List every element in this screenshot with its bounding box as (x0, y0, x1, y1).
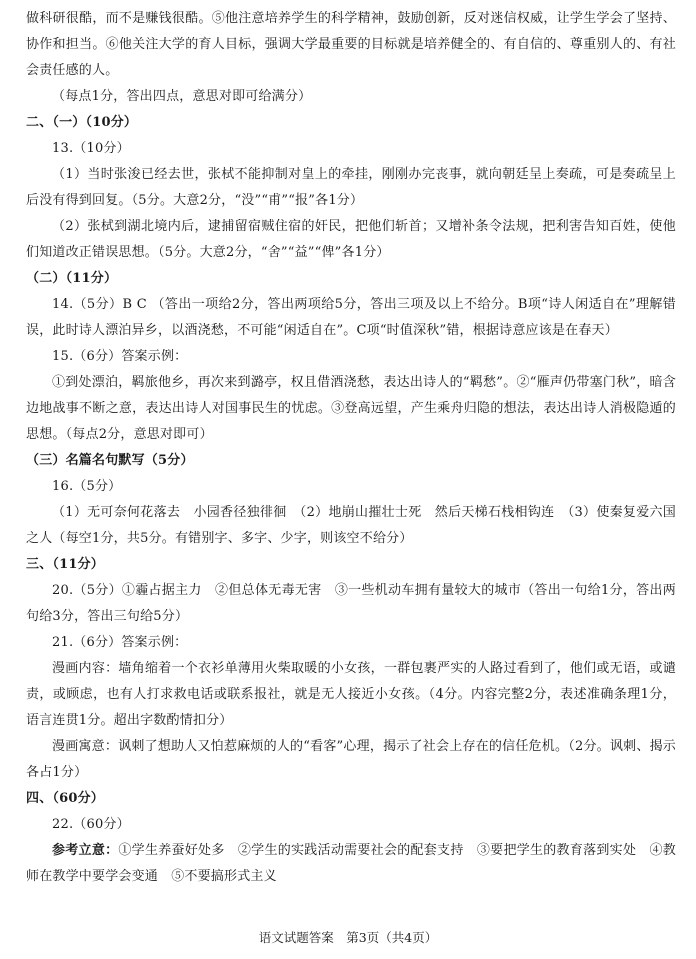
section-heading-4: 四、（60分） (26, 791, 104, 806)
question-22-header: 22.（60分） (52, 817, 130, 832)
section-heading-2-2: （二）（11分） (26, 271, 118, 286)
answer-13-1: （1）当时张浚已经去世，张栻不能抑制对皇上的牵挂，刚刚办完丧事，就向朝廷呈上奏疏，可是奏疏呈上后没有得到回复。（5分。大意2分，“没”“甫”“报”各1分） (26, 167, 676, 208)
question-16-header: 16.（5分） (52, 479, 122, 494)
answer-21-content: 漫画内容：墙角缩着一个衣衫单薄用火柴取暖的小女孩，一群包裹严实的人路过看到了，他们或无语，或谴责，或顾虑，也有人打求救电话或联系报社，就是无人接近小女孩。（4分。内容完整2分，表述准确条理1分，语言连贯1分。超出字数酌情扣分） (26, 661, 676, 728)
section-heading-3: 三、（11分） (26, 557, 104, 572)
answer-22 (26, 838, 676, 890)
scoring-note: （每点1分，答出四点，意思对即可给满分） (52, 89, 312, 104)
answer-21-meaning: 漫画寓意：讽刺了想助人又怕惹麻烦的人的“看客”心理，揭示了社会上存在的信任危机。（2分。讽刺、揭示各占1分） (26, 739, 676, 780)
reference-theme-label: 参考立意： (52, 843, 119, 858)
answer-16: （1）无可奈何花落去 小园香径独徘徊 （2）地崩山摧壮士死 然后天梯石栈相钩连 （3）使秦复爱六国之人（每空1分，共5分。有错别字、多字、少字，则该空不给分） (26, 505, 676, 546)
answer-13-2: （2）张栻到湖北境内后，逮捕留宿贼住宿的奸民，把他们斩首；又增补条令法规，把利害告知百姓，使他们知道改正错误思想。（5分。大意2分，“舍”“益”“俾”各1分） (26, 219, 676, 260)
section-heading-2-1: 二、（一）（10分） (26, 115, 138, 130)
question-21-header: 21.（6分）答案示例： (52, 635, 188, 650)
answer-20: 20.（5分）①霾占据主力 ②但总体无毒无害 ③一些机动车拥有量较大的城市（答出一句给1分，答出两句给3分，答出三句给5分） (26, 583, 676, 624)
question-13-header: 13.（10分） (52, 141, 130, 156)
question-15-header: 15.（6分）答案示例： (52, 349, 188, 364)
section-heading-2-3: （三）名篇名句默写（5分） (26, 453, 194, 468)
page-footer: 语文试题答案 第3页（共4页） (258, 930, 438, 945)
reference-theme-list: ①学生养蚕好处多 ②学生的实践活动需要社会的配套支持 ③要把学生的教育落到实处 ④教师在教学中要学会变通 ⑤不要搞形式主义 (26, 843, 676, 884)
answer-14: 14.（5分）B C （答出一项给2分，答出两项给5分，答出三项及以上不给分。B项“诗人闲适自在”理解错误，此时诗人漂泊异乡，以酒浇愁，不可能“闲适自在”。C项“时值深秋”错，根据诗意应该是在春天） (26, 297, 676, 338)
answer-15: ①到处漂泊，羁旅他乡，再次来到潞亭，权且借酒浇愁，表达出诗人的“羁愁”。②“雁声仍带塞门秋”，暗含边地战事不断之意，表达出诗人对国事民生的忧虑。③登高远望，产生乘舟归隐的想法，表达出诗人消极隐遁的思想。（每点2分，意思对即可） (26, 375, 676, 442)
answer-continuation: 做科研很酷，而不是赚钱很酷。⑤他注意培养学生的科学精神，鼓励创新，反对迷信权威，让学生学会了坚持、协作和担当。⑥他关注大学的育人目标，强调大学最重要的目标就是培养健全的、有自信的、尊重别人的、有社会责任感的人。 (26, 11, 676, 78)
